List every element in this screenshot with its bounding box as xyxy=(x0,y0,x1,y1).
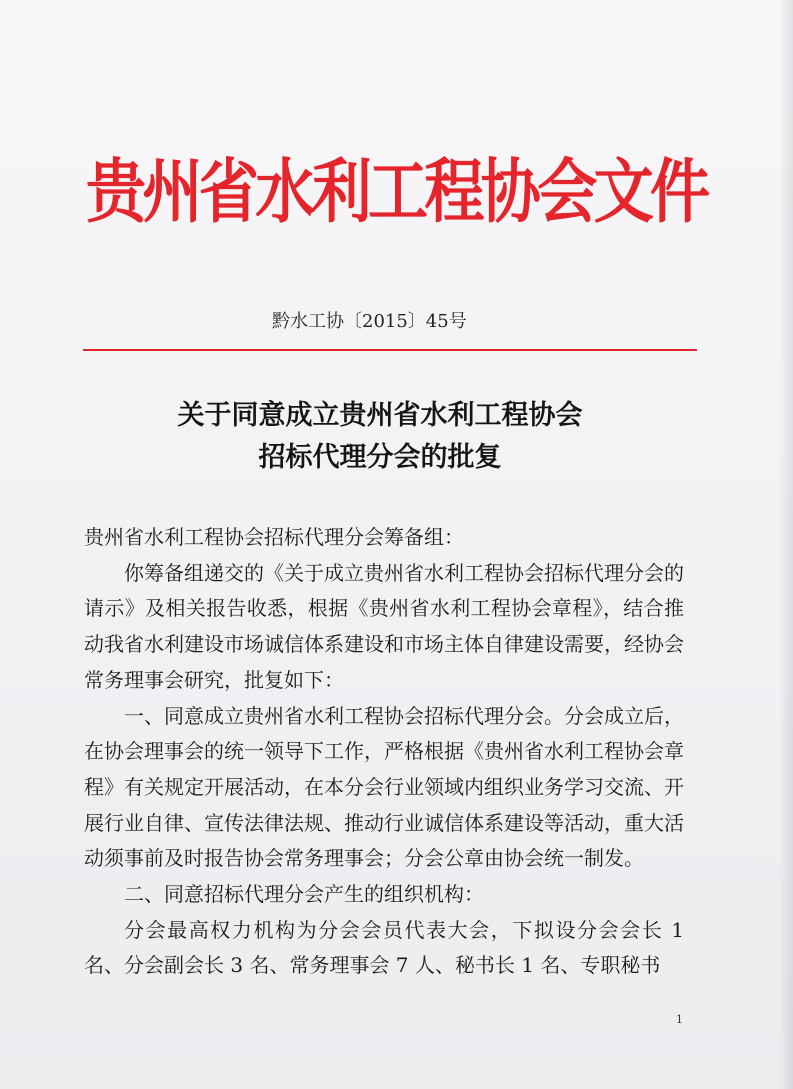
body-paragraph-intro: 你筹备组递交的《关于成立贵州省水利工程协会招标代理分会的请示》及相关报告收悉，根据《贵州省水利工程协会章程》，结合推动我省水利建设市场诚信体系建设和市场主体自律建设需要，经协会常务理事会研究，批复如下： xyxy=(84,560,684,692)
body-paragraph-item-1: 一、同意成立贵州省水利工程协会招标代理分会。分会成立后，在协会理事会的统一领导下工作，严格根据《贵州省水利工程协会章程》有关规定开展活动，在本分会行业领域内组织业务学习交流、开展行业自律、宣传法律法规、推动行业诚信体系建设等活动，重大活动须事前及时报告协会常务理事会；分会公章由协会统一制发。 xyxy=(84,703,684,871)
page-number: 1 xyxy=(676,1013,683,1026)
document-title-line-2: 招标代理分会的批复 xyxy=(258,442,502,473)
body-paragraph-organization: 分会最高权力机构为分会会员代表大会，下拟设分会会长 1 名、分会副会长 3 名、常务理事会 7 人、秘书长 1 名、专职秘书 xyxy=(84,917,684,978)
document-title xyxy=(120,395,640,479)
document-title-line-1: 关于同意成立贵州省水利工程协会 xyxy=(177,400,583,431)
document-number: 黔水工协〔2015〕45号 xyxy=(272,311,467,332)
red-divider-line xyxy=(83,349,697,351)
salutation: 贵州省水利工程协会招标代理分会筹备组： xyxy=(84,525,464,549)
body-paragraph-item-2: 二、同意招标代理分会产生的组织机构： xyxy=(124,882,484,907)
document-body xyxy=(84,520,684,984)
letterhead-title: 贵州省水利工程协会文件 xyxy=(86,153,707,233)
page-edge-shadow xyxy=(779,0,793,1089)
